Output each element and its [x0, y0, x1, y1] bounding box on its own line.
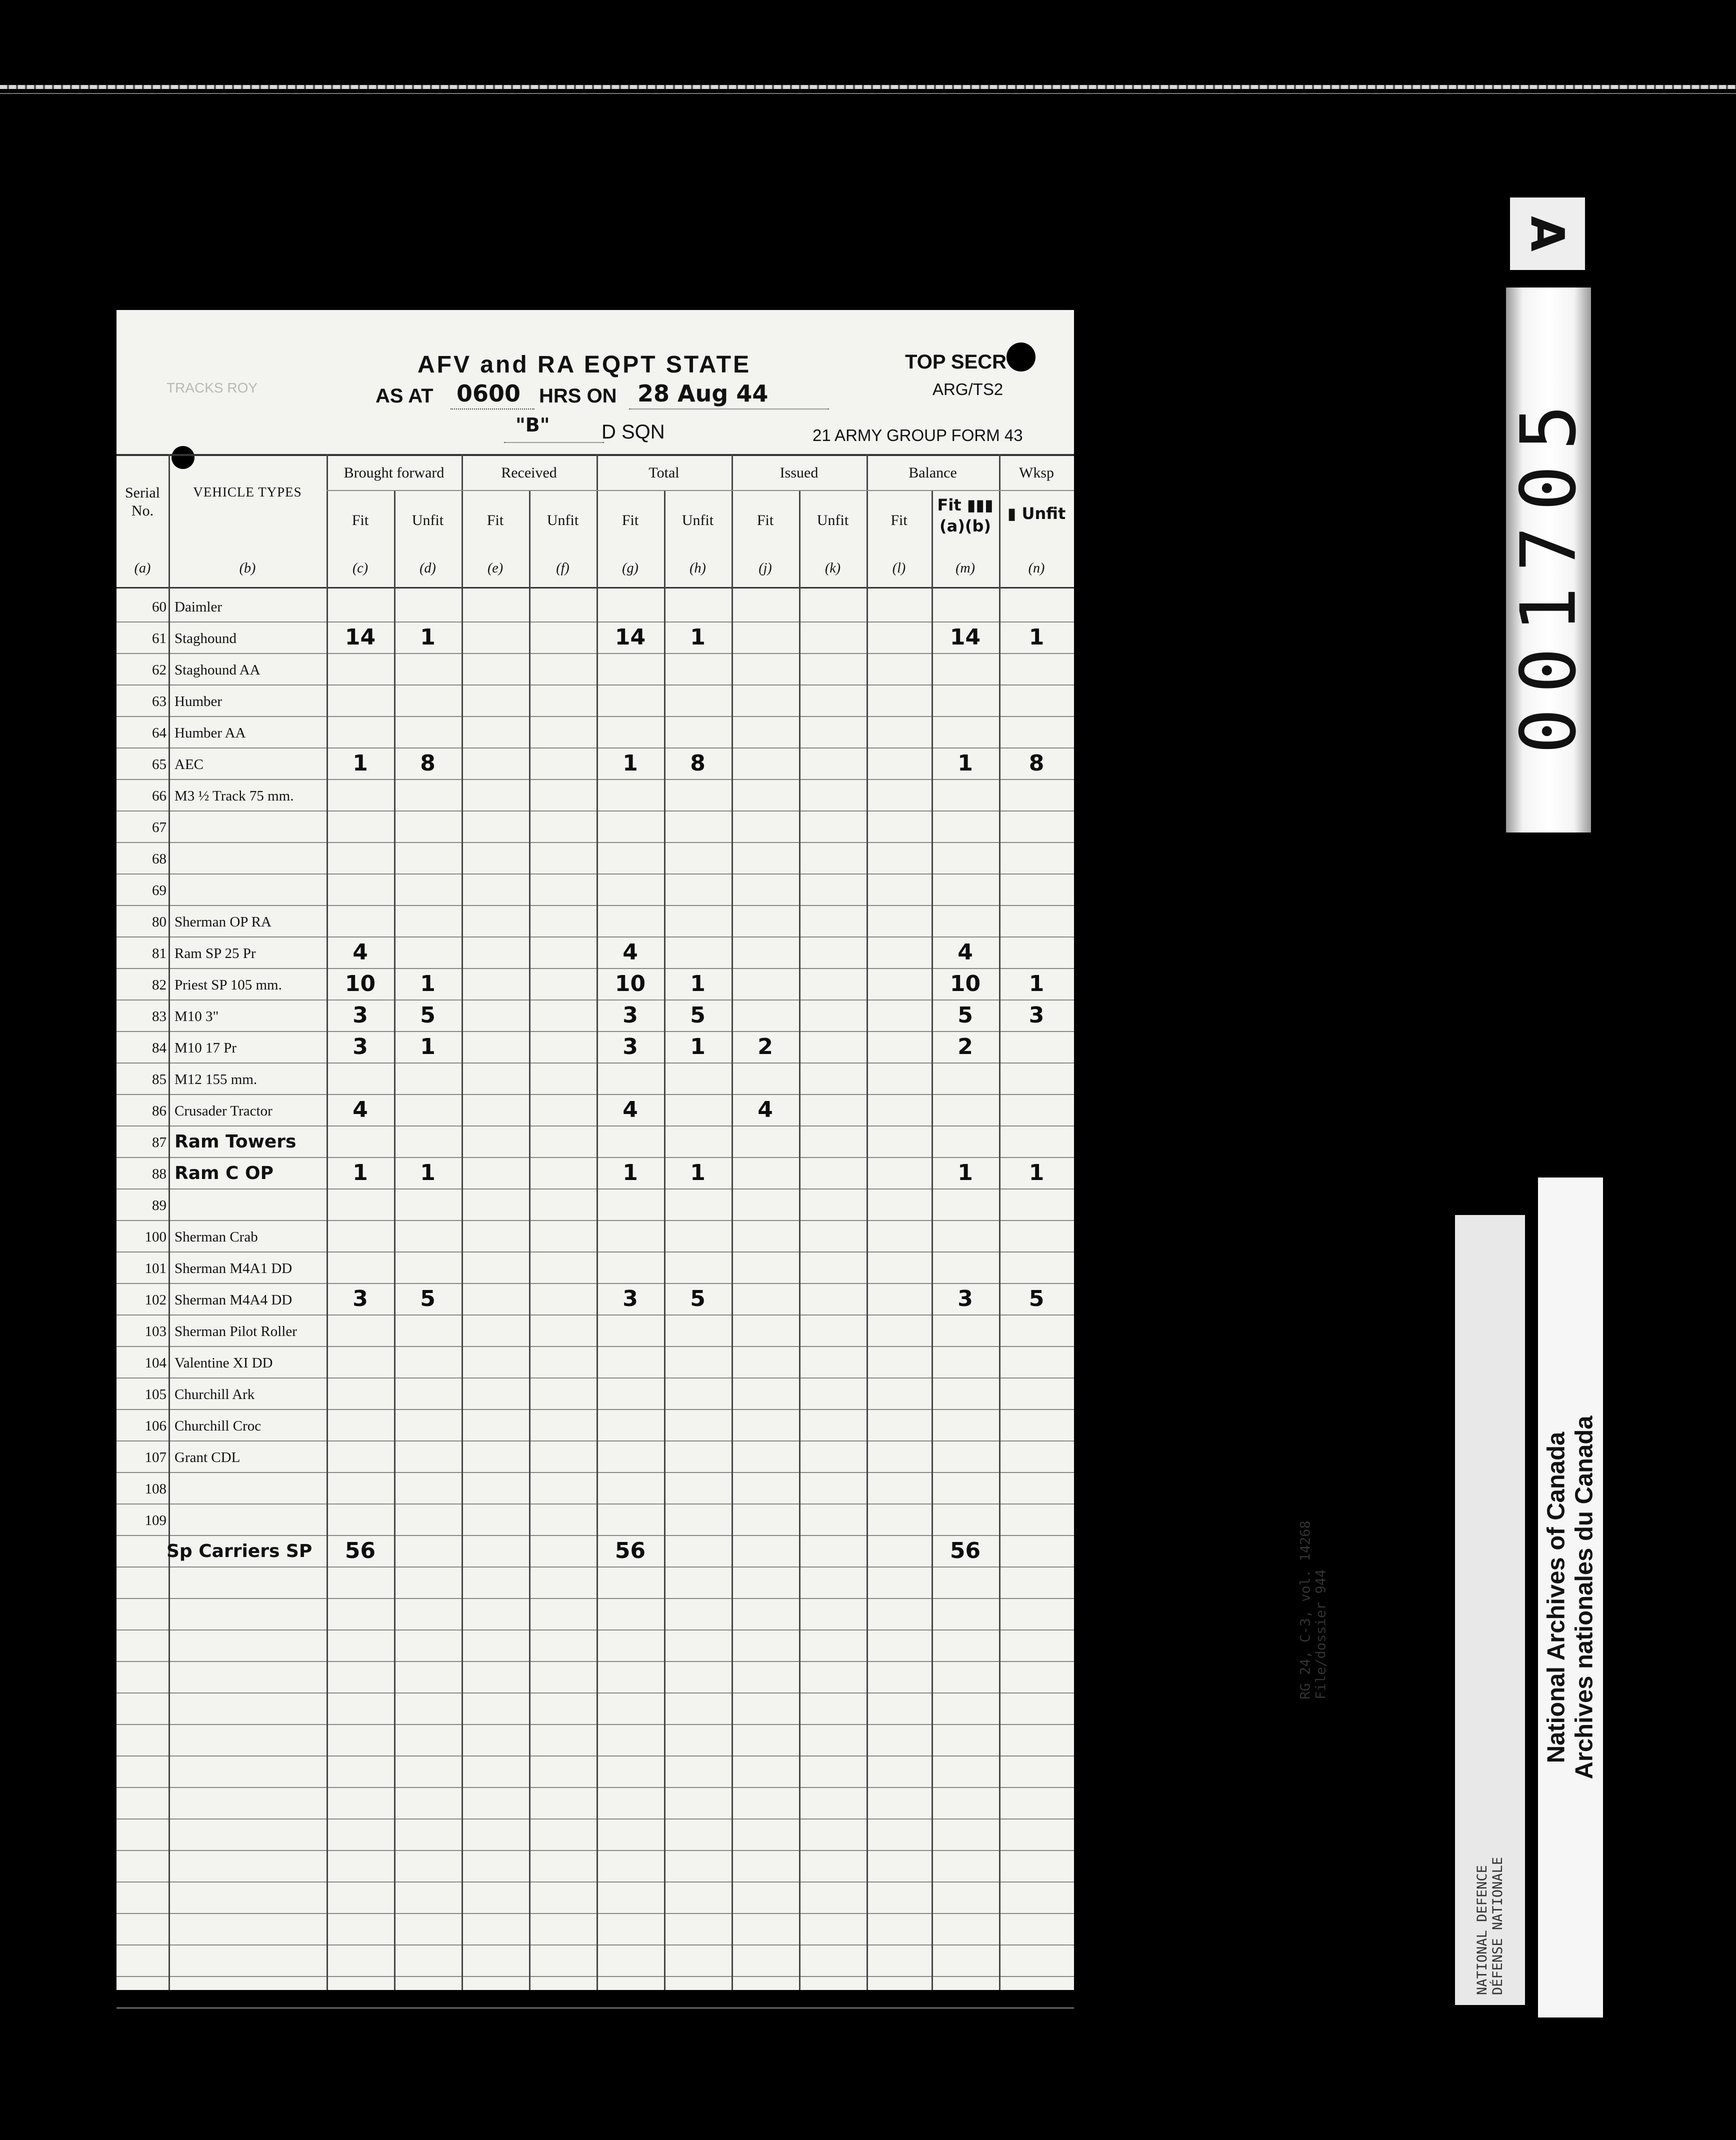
faint-note: TRACKS ROY	[166, 380, 258, 396]
form-title: AFV and RA EQPT STATE	[418, 352, 752, 378]
serial-number: 89	[152, 1198, 166, 1214]
row-rule	[116, 1094, 1074, 1095]
table-cell: 1	[690, 624, 706, 650]
column-letter: (h)	[690, 560, 706, 576]
group-header-rule	[326, 490, 1074, 491]
table-cell: 1	[1028, 971, 1044, 996]
row-rule	[116, 1220, 1074, 1221]
vehicle-type: Staghound AA	[174, 662, 260, 678]
column-divider	[932, 490, 933, 1990]
table-cell: 4	[958, 940, 973, 965]
hrs-on-label: HRS ON	[539, 385, 617, 407]
form-number: 21 ARMY GROUP FORM 43	[812, 426, 1023, 444]
vehicle-type: Grant CDL	[174, 1450, 240, 1466]
row-rule	[116, 1661, 1074, 1662]
serial-number: 83	[152, 1008, 166, 1024]
row-rule	[116, 1535, 1074, 1536]
equipment-table	[116, 454, 1074, 1990]
vehicle-type: Ram Towers	[174, 1132, 296, 1152]
vehicle-type: Sherman Pilot Roller	[174, 1324, 297, 1340]
table-cell: 3	[352, 1002, 368, 1028]
table-cell: 1	[690, 971, 706, 996]
table-cell: 1	[690, 1160, 706, 1186]
row-rule	[116, 1314, 1074, 1316]
column-letter: (f)	[556, 560, 570, 576]
serial-number: 81	[152, 946, 166, 962]
table-cell: 5	[1028, 1286, 1044, 1312]
row-rule	[116, 1157, 1074, 1158]
table-cell: 1	[420, 1034, 436, 1060]
serial-header: Serial No.	[125, 484, 160, 519]
row-rule	[116, 936, 1074, 938]
table-cell: 3	[622, 1002, 638, 1028]
table-cell: 1	[352, 750, 368, 776]
unfit-header: Unfit	[546, 512, 579, 528]
serial-number: 102	[144, 1292, 166, 1308]
column-letter: (j)	[758, 560, 772, 576]
group-wksp: Wksp	[1019, 464, 1054, 481]
table-cell: 14	[344, 624, 376, 650]
vehicle-type: Sherman M4A1 DD	[174, 1260, 292, 1276]
column-divider	[596, 454, 598, 1990]
reference-line-2: File/dossier 944	[1313, 1569, 1329, 1700]
serial-number: 80	[152, 914, 166, 930]
row-rule	[116, 1283, 1074, 1284]
row-rule	[116, 1787, 1074, 1788]
table-cell: 4	[352, 1097, 368, 1122]
film-top-edge	[0, 85, 1736, 89]
fit-header: Fit	[756, 512, 774, 528]
reference-code: ARG/TS2	[932, 380, 1004, 398]
row-rule	[116, 842, 1074, 843]
table-cell: 2	[758, 1034, 773, 1060]
serial-number: 86	[152, 1103, 166, 1119]
serial-number: 66	[152, 788, 166, 804]
vehicle-type: Staghound	[174, 630, 237, 646]
balance-unfit-override: Fit ▮▮▮ (a)(b)	[937, 496, 994, 536]
form-sheet	[116, 310, 1074, 1990]
column-letter: (l)	[892, 560, 906, 576]
vehicle-type: Valentine XI DD	[174, 1355, 273, 1371]
table-cell: 8	[420, 750, 436, 776]
serial-number: 84	[152, 1040, 166, 1056]
vehicle-type: Ram C OP	[174, 1163, 274, 1184]
column-letter: (n)	[1028, 560, 1045, 576]
vehicle-type: M3 ½ Track 75 mm.	[174, 788, 294, 804]
table-cell: 8	[690, 750, 706, 776]
table-cell: 1	[420, 1160, 436, 1186]
serial-number: 64	[152, 725, 166, 741]
group-balance: Balance	[908, 464, 957, 481]
reel-number-strip	[1506, 288, 1591, 832]
column-divider	[529, 490, 530, 1990]
row-rule	[116, 1409, 1074, 1410]
serial-number: 69	[152, 882, 166, 898]
serial-number: 65	[152, 756, 166, 772]
row-rule	[116, 1566, 1074, 1568]
row-rule	[116, 684, 1074, 686]
row-rule	[116, 1976, 1074, 1977]
row-rule	[116, 653, 1074, 654]
row-rule	[116, 1850, 1074, 1851]
table-cell: 3	[352, 1034, 368, 1060]
table-cell: 4	[352, 940, 368, 965]
serial-number: 109	[144, 1512, 166, 1528]
table-cell: 4	[758, 1097, 773, 1122]
table-cell: 14	[614, 624, 646, 650]
unit-underline	[504, 441, 604, 443]
serial-number: 85	[152, 1072, 166, 1088]
column-divider	[866, 454, 868, 1990]
table-cell: 10	[344, 971, 376, 996]
department-line-2: DÉFENSE NATIONALE	[1490, 1856, 1506, 1996]
fit-header: Fit	[890, 512, 908, 528]
row-rule	[116, 1440, 1074, 1442]
serial-number: 106	[144, 1418, 166, 1434]
department-label-bottom	[1455, 1215, 1525, 2005]
header-bottom-rule	[116, 587, 1074, 588]
column-divider	[326, 454, 328, 1990]
table-cell: 1	[1028, 624, 1044, 650]
serial-number: 60	[152, 599, 166, 615]
vehicle-type: Crusader Tractor	[174, 1103, 272, 1119]
archives-name-fr: Archives nationales du Canada	[1571, 1416, 1598, 1780]
serial-number: 88	[152, 1166, 166, 1182]
row-rule	[116, 716, 1074, 717]
vehicle-type: M12 155 mm.	[174, 1072, 258, 1088]
row-rule	[116, 1944, 1074, 1946]
row-rule	[116, 1031, 1074, 1032]
reel-number: 001705	[1504, 389, 1593, 754]
table-cell: 10	[950, 971, 981, 996]
row-rule	[116, 1913, 1074, 1914]
table-cell: 1	[1028, 1160, 1044, 1186]
column-letter: (d)	[420, 560, 436, 576]
table-cell: 10	[614, 971, 646, 996]
unfit-header: Unfit	[682, 512, 714, 528]
table-cell: 56	[344, 1538, 376, 1564]
column-letter: (a)	[134, 560, 151, 576]
unit-label: D SQN	[602, 421, 665, 443]
table-cell: 5	[690, 1286, 706, 1312]
vehicle-type: AEC	[174, 756, 204, 772]
serial-number: 62	[152, 662, 166, 678]
serial-number: 104	[144, 1355, 166, 1371]
row-rule	[116, 1346, 1074, 1347]
serial-number: 67	[152, 820, 166, 836]
time-value: 0600	[456, 380, 521, 407]
unit-value: "B"	[516, 414, 550, 436]
group-received: Received	[501, 464, 557, 481]
punch-hole	[1006, 342, 1036, 372]
group-total: Total	[648, 464, 680, 481]
table-cell: 3	[622, 1286, 638, 1312]
row-rule	[116, 1472, 1074, 1473]
row-rule	[116, 1818, 1074, 1820]
vehicle-type: Churchill Ark	[174, 1386, 255, 1402]
vehicle-type: Humber	[174, 694, 222, 710]
row-rule	[116, 779, 1074, 780]
column-letter: (e)	[487, 560, 504, 576]
reel-letter-tag	[1510, 198, 1585, 270]
row-rule	[116, 1692, 1074, 1694]
column-letter: (m)	[956, 560, 975, 576]
vehicle-types-header: VEHICLE TYPES	[193, 484, 302, 500]
serial-number: 103	[144, 1324, 166, 1340]
film-top-edge-line	[0, 93, 1736, 94]
group-brought-forward: Brought forward	[344, 464, 444, 481]
serial-number: 68	[152, 851, 166, 867]
vehicle-type: Sherman OP RA	[174, 914, 272, 930]
column-divider	[732, 454, 733, 1990]
table-cell: 56	[614, 1538, 646, 1564]
serial-number: 100	[144, 1229, 166, 1245]
serial-number: 63	[152, 694, 166, 710]
table-top-rule	[116, 454, 1074, 456]
vehicle-type: M10 3"	[174, 1008, 219, 1024]
table-cell: 1	[420, 971, 436, 996]
table-cell: 1	[420, 624, 436, 650]
table-cell: 1	[622, 750, 638, 776]
table-cell: 1	[958, 1160, 973, 1186]
table-cell: 4	[622, 940, 638, 965]
column-letter: (c)	[352, 560, 368, 576]
vehicle-type: Humber AA	[174, 725, 246, 741]
table-cell: 3	[1028, 1002, 1044, 1028]
fit-header: Fit	[622, 512, 639, 528]
reel-letter: A	[1520, 216, 1574, 252]
table-cell: 5	[420, 1286, 436, 1312]
table-cell: 5	[420, 1002, 436, 1028]
serial-number: 108	[144, 1481, 166, 1497]
column-divider	[999, 454, 1000, 1990]
wksp-unfit-override: ▮ Unfit	[1007, 504, 1066, 523]
table-cell: 5	[690, 1002, 706, 1028]
department-line-1: NATIONAL DEFENCE	[1474, 1865, 1490, 1996]
table-cell: 1	[622, 1160, 638, 1186]
table-cell: 1	[352, 1160, 368, 1186]
reference-line-1: RG 24, C-3, vol. 14268	[1298, 1520, 1314, 1700]
row-rule	[116, 810, 1074, 812]
vehicle-type: Ram SP 25 Pr	[174, 946, 256, 962]
time-underline	[450, 408, 534, 410]
column-divider	[394, 490, 396, 1990]
serial-number: 101	[144, 1260, 166, 1276]
serial-number: 87	[152, 1134, 166, 1150]
serial-number: 61	[152, 630, 166, 646]
vehicle-type: Sp Carriers SP	[166, 1541, 312, 1562]
column-letter: (k)	[824, 560, 841, 576]
table-cell: 3	[622, 1034, 638, 1060]
row-rule	[116, 1724, 1074, 1725]
unfit-header: Unfit	[412, 512, 444, 528]
vehicle-type: Churchill Croc	[174, 1418, 262, 1434]
vehicle-type: Daimler	[174, 599, 222, 615]
column-divider	[664, 490, 666, 1990]
archives-label	[1538, 1178, 1603, 2018]
vehicle-type: Sherman Crab	[174, 1229, 258, 1245]
row-rule	[116, 968, 1074, 969]
classification-label: TOP SECR	[905, 351, 1007, 373]
vehicle-type: M10 17 Pr	[174, 1040, 237, 1056]
fit-header: Fit	[352, 512, 369, 528]
table-cell: 1	[690, 1034, 706, 1060]
row-rule	[116, 1062, 1074, 1064]
column-divider	[799, 490, 800, 1990]
table-cell: 5	[958, 1002, 973, 1028]
column-letter: (b)	[239, 560, 256, 576]
date-underline	[629, 408, 829, 410]
table-cell: 14	[950, 624, 981, 650]
row-rule	[116, 905, 1074, 906]
vehicle-type: Priest SP 105 mm.	[174, 977, 282, 993]
column-divider	[462, 454, 463, 1990]
column-divider	[168, 454, 170, 1990]
table-cell: 4	[622, 1097, 638, 1122]
row-rule	[116, 1188, 1074, 1190]
as-at-label: AS AT	[376, 385, 434, 407]
table-cell: 8	[1028, 750, 1044, 776]
serial-number: 107	[144, 1450, 166, 1466]
table-cell: 1	[958, 750, 973, 776]
group-issued: Issued	[780, 464, 818, 481]
table-cell: 3	[958, 1286, 973, 1312]
serial-number: 105	[144, 1386, 166, 1402]
vehicle-type: Sherman M4A4 DD	[174, 1292, 292, 1308]
column-letter: (g)	[622, 560, 638, 576]
serial-number: 82	[152, 977, 166, 993]
table-cell: 2	[958, 1034, 973, 1060]
table-cell: 56	[950, 1538, 981, 1564]
fit-header: Fit	[486, 512, 504, 528]
row-rule	[116, 1598, 1074, 1599]
date-value: 28 Aug 44	[638, 380, 768, 407]
archives-name-en: National Archives of Canada	[1542, 1432, 1570, 1764]
unfit-header: Unfit	[816, 512, 849, 528]
table-cell: 3	[352, 1286, 368, 1312]
